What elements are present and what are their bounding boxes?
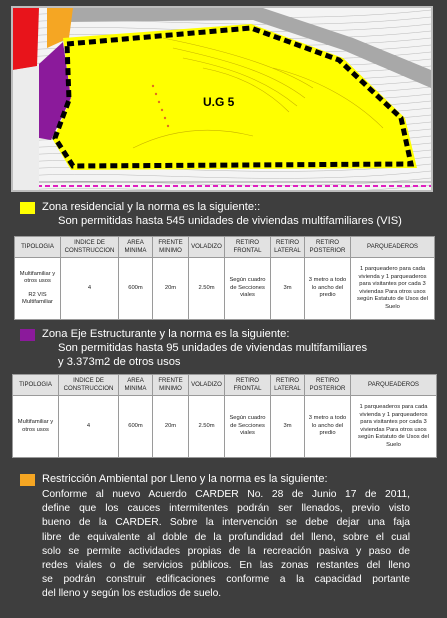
header-retiro-lateral: RETIRO LATERAL (271, 237, 305, 258)
header-retiro-posterior: RETIRO POSTERIOR (305, 237, 351, 258)
legend-residential-text (42, 200, 402, 228)
legend-eje-detail: Son permitidas hasta 95 unidades de viviendas multifamiliares (58, 342, 368, 354)
cell-area: 600m (119, 258, 153, 320)
cell-retiro-lateral: 3m (271, 258, 305, 320)
site-plan-svg (13, 8, 431, 190)
cell-voladizo: 2.50m (189, 396, 225, 458)
cell-retiro-posterior: 3 metro a todo lo ancho del predio (305, 396, 351, 458)
legend-residential (20, 200, 402, 228)
cell-tipologia: Multifamiliar y otros usos (13, 396, 59, 458)
header-parqueaderos: PARQUEADEROS (351, 375, 437, 396)
header-voladizo: VOLADIZO (189, 237, 225, 258)
cell-retiro-posterior: 3 metro a todo lo ancho del predio (305, 258, 351, 320)
cell-indice: 4 (59, 396, 119, 458)
norm-table-residential (14, 236, 435, 320)
cell-indice: 4 (61, 258, 119, 320)
legend-lleno (20, 472, 328, 486)
legend-lleno-title: Restricción Ambiental por Lleno y la norma es la siguiente: (42, 473, 328, 485)
paragraph-line: bueno de la CARDER. Sobre la intervención se debe dejar una faja (42, 517, 410, 529)
cell-frente: 20m (153, 396, 189, 458)
cell-retiro-lateral: 3m (271, 396, 305, 458)
legend-eje-title: Zona Eje Estructurante y la norma es la siguiente: (42, 328, 290, 340)
paragraph-line: libre de equivalente al doble de la profundidad del lleno, sobre el cual (42, 531, 410, 543)
table-row (15, 258, 435, 320)
table-header-row (15, 237, 435, 258)
red-zone (13, 8, 39, 70)
header-frente: FRENTE MINIMO (153, 375, 189, 396)
header-retiro-lateral: RETIRO LATERAL (271, 375, 305, 396)
legend-eje-detail-2: y 3.373m2 de otros usos (58, 356, 181, 368)
legend-residential-title: Zona residencial y la norma es la siguiente:: (42, 201, 261, 213)
header-tipologia: TIPOLOGIA (15, 237, 61, 258)
header-indice: INDICE DE CONSTRUCCION (61, 237, 119, 258)
yellow-swatch (20, 202, 35, 214)
header-retiro-frontal: RETIRO FRONTAL (225, 375, 271, 396)
header-retiro-frontal: RETIRO FRONTAL (225, 237, 271, 258)
table-row (13, 396, 437, 458)
header-retiro-posterior: RETIRO POSTERIOR (305, 375, 351, 396)
legend-residential-detail: Son permitidas hasta 545 unidades de viviendas multifamiliares (VIS) (58, 215, 402, 227)
cell-voladizo: 2.50m (189, 258, 225, 320)
paragraph-line: del lleno y según los estudios de suelo. (42, 588, 222, 600)
header-indice: INDICE DE CONSTRUCCION (59, 375, 119, 396)
cell-parqueaderos: 1 parqueaderos para cada vivienda y 1 parqueaderos para visitantes por cada 3 viviendas Para otros usos según Estatuto de Usos del Suelo (351, 396, 437, 458)
zone-label: U.G 5 (203, 95, 235, 109)
purple-swatch (20, 329, 35, 341)
lleno-paragraph (42, 488, 410, 602)
header-area: AREA MINIMA (119, 375, 153, 396)
site-plan-map (11, 6, 433, 192)
header-parqueaderos: PARQUEADEROS (351, 237, 435, 258)
header-voladizo: VOLADIZO (189, 375, 225, 396)
paragraph-line: solo se permite actividades propias de la recreación pasiva y paso de (42, 545, 410, 557)
header-frente: FRENTE MINIMO (153, 237, 189, 258)
paragraph-line: define que los cauces intermitentes podrán ser llenados, previo visto (42, 503, 410, 515)
orange-swatch (20, 474, 35, 486)
paragraph-line: Conforme al nuevo Acuerdo CARDER No. 28 de Junio 17 de 2011, (42, 489, 410, 500)
cell-retiro-frontal: Según cuadro de Secciones viales (225, 258, 271, 320)
legend-eje-text (42, 327, 367, 369)
cell-tipologia: Multifamiliar y otros usos R2 VIS Multifamiliar (15, 258, 61, 320)
legend-eje (20, 327, 367, 369)
cell-frente: 20m (153, 258, 189, 320)
header-tipologia: TIPOLOGIA (13, 375, 59, 396)
table-header-row (13, 375, 437, 396)
norm-table-eje (12, 374, 437, 458)
paragraph-line: redes viales o de servicios públicos. En las zonas restantes del lleno (42, 560, 410, 572)
paragraph-line: se podrán construir edificaciones conforme a la capacidad portante (42, 574, 410, 586)
cell-area: 600m (119, 396, 153, 458)
cell-parqueaderos: 1 parqueadero para cada vivienda y 1 parqueaderos para visitantes por cada 3 viviendas Para otros usos según Estatuto de Usos del Suelo (351, 258, 435, 320)
cell-retiro-frontal: Según cuadro de Secciones viales (225, 396, 271, 458)
header-area: AREA MINIMA (119, 237, 153, 258)
